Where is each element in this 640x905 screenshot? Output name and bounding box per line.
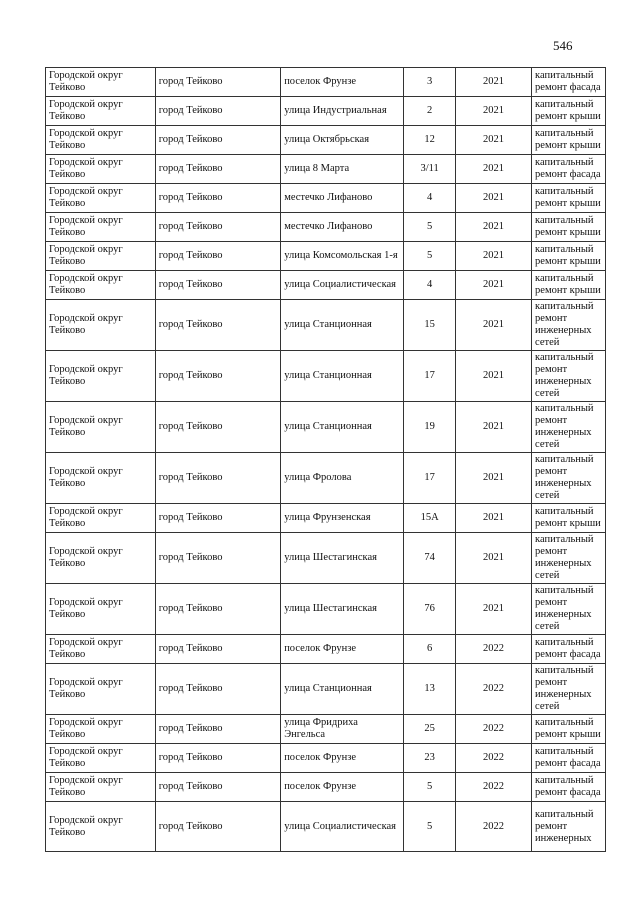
- city-cell: город Тейково: [155, 664, 280, 715]
- street-cell: поселок Фрунзе: [281, 744, 404, 773]
- street-cell: улица Шестагинская: [281, 533, 404, 584]
- house-number-cell: 17: [404, 351, 456, 402]
- city-cell: город Тейково: [155, 744, 280, 773]
- city-cell: город Тейково: [155, 533, 280, 584]
- year-cell: 2021: [455, 213, 531, 242]
- house-number-cell: 15А: [404, 504, 456, 533]
- work-type-cell: капитальный ремонт инженерных сетей: [532, 584, 606, 635]
- work-type-cell: капитальный ремонт крыши: [532, 242, 606, 271]
- year-cell: 2021: [455, 155, 531, 184]
- district-cell: Городской округ Тейково: [46, 351, 156, 402]
- city-cell: город Тейково: [155, 402, 280, 453]
- street-cell: улица Станционная: [281, 402, 404, 453]
- city-cell: город Тейково: [155, 635, 280, 664]
- year-cell: 2021: [455, 351, 531, 402]
- city-cell: город Тейково: [155, 213, 280, 242]
- house-number-cell: 3/11: [404, 155, 456, 184]
- city-cell: город Тейково: [155, 300, 280, 351]
- table-row: [46, 402, 606, 453]
- table-row: [46, 68, 606, 97]
- year-cell: 2021: [455, 453, 531, 504]
- work-type-cell: капитальный ремонт инженерных: [532, 802, 606, 852]
- house-number-cell: 74: [404, 533, 456, 584]
- table-row: [46, 664, 606, 715]
- work-type-cell: капитальный ремонт крыши: [532, 184, 606, 213]
- year-cell: 2021: [455, 533, 531, 584]
- year-cell: 2021: [455, 184, 531, 213]
- house-number-cell: 5: [404, 802, 456, 852]
- street-cell: улица Фридриха Энгельса: [281, 715, 404, 744]
- street-cell: улица Индустриальная: [281, 97, 404, 126]
- street-cell: улица Социалистическая: [281, 802, 404, 852]
- city-cell: город Тейково: [155, 97, 280, 126]
- work-type-cell: капитальный ремонт инженерных сетей: [532, 453, 606, 504]
- table-row: [46, 184, 606, 213]
- house-number-cell: 25: [404, 715, 456, 744]
- table-row: [46, 126, 606, 155]
- street-cell: местечко Лифаново: [281, 213, 404, 242]
- work-type-cell: капитальный ремонт фасада: [532, 155, 606, 184]
- table-row: [46, 271, 606, 300]
- district-cell: Городской округ Тейково: [46, 584, 156, 635]
- district-cell: Городской округ Тейково: [46, 242, 156, 271]
- district-cell: Городской округ Тейково: [46, 715, 156, 744]
- table-row: [46, 715, 606, 744]
- street-cell: поселок Фрунзе: [281, 773, 404, 802]
- city-cell: город Тейково: [155, 504, 280, 533]
- district-cell: Городской округ Тейково: [46, 271, 156, 300]
- city-cell: город Тейково: [155, 184, 280, 213]
- street-cell: поселок Фрунзе: [281, 68, 404, 97]
- district-cell: Городской округ Тейково: [46, 300, 156, 351]
- street-cell: улица Станционная: [281, 664, 404, 715]
- year-cell: 2021: [455, 271, 531, 300]
- district-cell: Городской округ Тейково: [46, 184, 156, 213]
- year-cell: 2021: [455, 402, 531, 453]
- year-cell: 2021: [455, 97, 531, 126]
- street-cell: улица 8 Марта: [281, 155, 404, 184]
- city-cell: город Тейково: [155, 584, 280, 635]
- table-row: [46, 533, 606, 584]
- work-type-cell: капитальный ремонт крыши: [532, 715, 606, 744]
- house-number-cell: 76: [404, 584, 456, 635]
- housing-repair-table: [45, 67, 606, 852]
- work-type-cell: капитальный ремонт инженерных сетей: [532, 351, 606, 402]
- district-cell: Городской округ Тейково: [46, 155, 156, 184]
- house-number-cell: 12: [404, 126, 456, 155]
- year-cell: 2022: [455, 664, 531, 715]
- district-cell: Городской округ Тейково: [46, 802, 156, 852]
- street-cell: улица Социалистическая: [281, 271, 404, 300]
- street-cell: улица Станционная: [281, 300, 404, 351]
- house-number-cell: 19: [404, 402, 456, 453]
- work-type-cell: капитальный ремонт инженерных сетей: [532, 664, 606, 715]
- table-row: [46, 773, 606, 802]
- district-cell: Городской округ Тейково: [46, 533, 156, 584]
- work-type-cell: капитальный ремонт фасада: [532, 68, 606, 97]
- work-type-cell: капитальный ремонт крыши: [532, 126, 606, 155]
- table-row: [46, 97, 606, 126]
- table-row: [46, 300, 606, 351]
- house-number-cell: 15: [404, 300, 456, 351]
- city-cell: город Тейково: [155, 126, 280, 155]
- year-cell: 2022: [455, 744, 531, 773]
- house-number-cell: 2: [404, 97, 456, 126]
- district-cell: Городской округ Тейково: [46, 635, 156, 664]
- table-row: [46, 213, 606, 242]
- district-cell: Городской округ Тейково: [46, 664, 156, 715]
- house-number-cell: 13: [404, 664, 456, 715]
- house-number-cell: 17: [404, 453, 456, 504]
- table-row: [46, 453, 606, 504]
- street-cell: местечко Лифаново: [281, 184, 404, 213]
- table-row: [46, 504, 606, 533]
- city-cell: город Тейково: [155, 773, 280, 802]
- district-cell: Городской округ Тейково: [46, 68, 156, 97]
- work-type-cell: капитальный ремонт фасада: [532, 635, 606, 664]
- city-cell: город Тейково: [155, 155, 280, 184]
- table-row: [46, 802, 606, 852]
- work-type-cell: капитальный ремонт инженерных сетей: [532, 300, 606, 351]
- house-number-cell: 5: [404, 242, 456, 271]
- table-row: [46, 584, 606, 635]
- city-cell: город Тейково: [155, 715, 280, 744]
- district-cell: Городской округ Тейково: [46, 453, 156, 504]
- year-cell: 2022: [455, 715, 531, 744]
- district-cell: Городской округ Тейково: [46, 97, 156, 126]
- house-number-cell: 5: [404, 773, 456, 802]
- house-number-cell: 4: [404, 184, 456, 213]
- year-cell: 2021: [455, 242, 531, 271]
- work-type-cell: капитальный ремонт крыши: [532, 271, 606, 300]
- city-cell: город Тейково: [155, 802, 280, 852]
- year-cell: 2021: [455, 584, 531, 635]
- year-cell: 2021: [455, 68, 531, 97]
- street-cell: улица Шестагинская: [281, 584, 404, 635]
- year-cell: 2022: [455, 802, 531, 852]
- street-cell: улица Станционная: [281, 351, 404, 402]
- work-type-cell: капитальный ремонт фасада: [532, 744, 606, 773]
- year-cell: 2022: [455, 773, 531, 802]
- house-number-cell: 5: [404, 213, 456, 242]
- district-cell: Городской округ Тейково: [46, 126, 156, 155]
- district-cell: Городской округ Тейково: [46, 773, 156, 802]
- house-number-cell: 3: [404, 68, 456, 97]
- work-type-cell: капитальный ремонт крыши: [532, 97, 606, 126]
- street-cell: улица Фрунзенская: [281, 504, 404, 533]
- table-row: [46, 744, 606, 773]
- city-cell: город Тейково: [155, 271, 280, 300]
- work-type-cell: капитальный ремонт фасада: [532, 773, 606, 802]
- street-cell: улица Фролова: [281, 453, 404, 504]
- table-row: [46, 155, 606, 184]
- year-cell: 2021: [455, 504, 531, 533]
- city-cell: город Тейково: [155, 453, 280, 504]
- city-cell: город Тейково: [155, 68, 280, 97]
- page-number: 546: [553, 38, 573, 53]
- year-cell: 2021: [455, 126, 531, 155]
- house-number-cell: 23: [404, 744, 456, 773]
- work-type-cell: капитальный ремонт инженерных сетей: [532, 402, 606, 453]
- table-row: [46, 351, 606, 402]
- year-cell: 2021: [455, 300, 531, 351]
- city-cell: город Тейково: [155, 351, 280, 402]
- district-cell: Городской округ Тейково: [46, 744, 156, 773]
- table-row: [46, 635, 606, 664]
- street-cell: поселок Фрунзе: [281, 635, 404, 664]
- street-cell: улица Комсомольская 1-я: [281, 242, 404, 271]
- city-cell: город Тейково: [155, 242, 280, 271]
- work-type-cell: капитальный ремонт крыши: [532, 504, 606, 533]
- work-type-cell: капитальный ремонт крыши: [532, 213, 606, 242]
- work-type-cell: капитальный ремонт инженерных сетей: [532, 533, 606, 584]
- district-cell: Городской округ Тейково: [46, 213, 156, 242]
- street-cell: улица Октябрьская: [281, 126, 404, 155]
- district-cell: Городской округ Тейково: [46, 504, 156, 533]
- house-number-cell: 4: [404, 271, 456, 300]
- district-cell: Городской округ Тейково: [46, 402, 156, 453]
- year-cell: 2022: [455, 635, 531, 664]
- table-row: [46, 242, 606, 271]
- house-number-cell: 6: [404, 635, 456, 664]
